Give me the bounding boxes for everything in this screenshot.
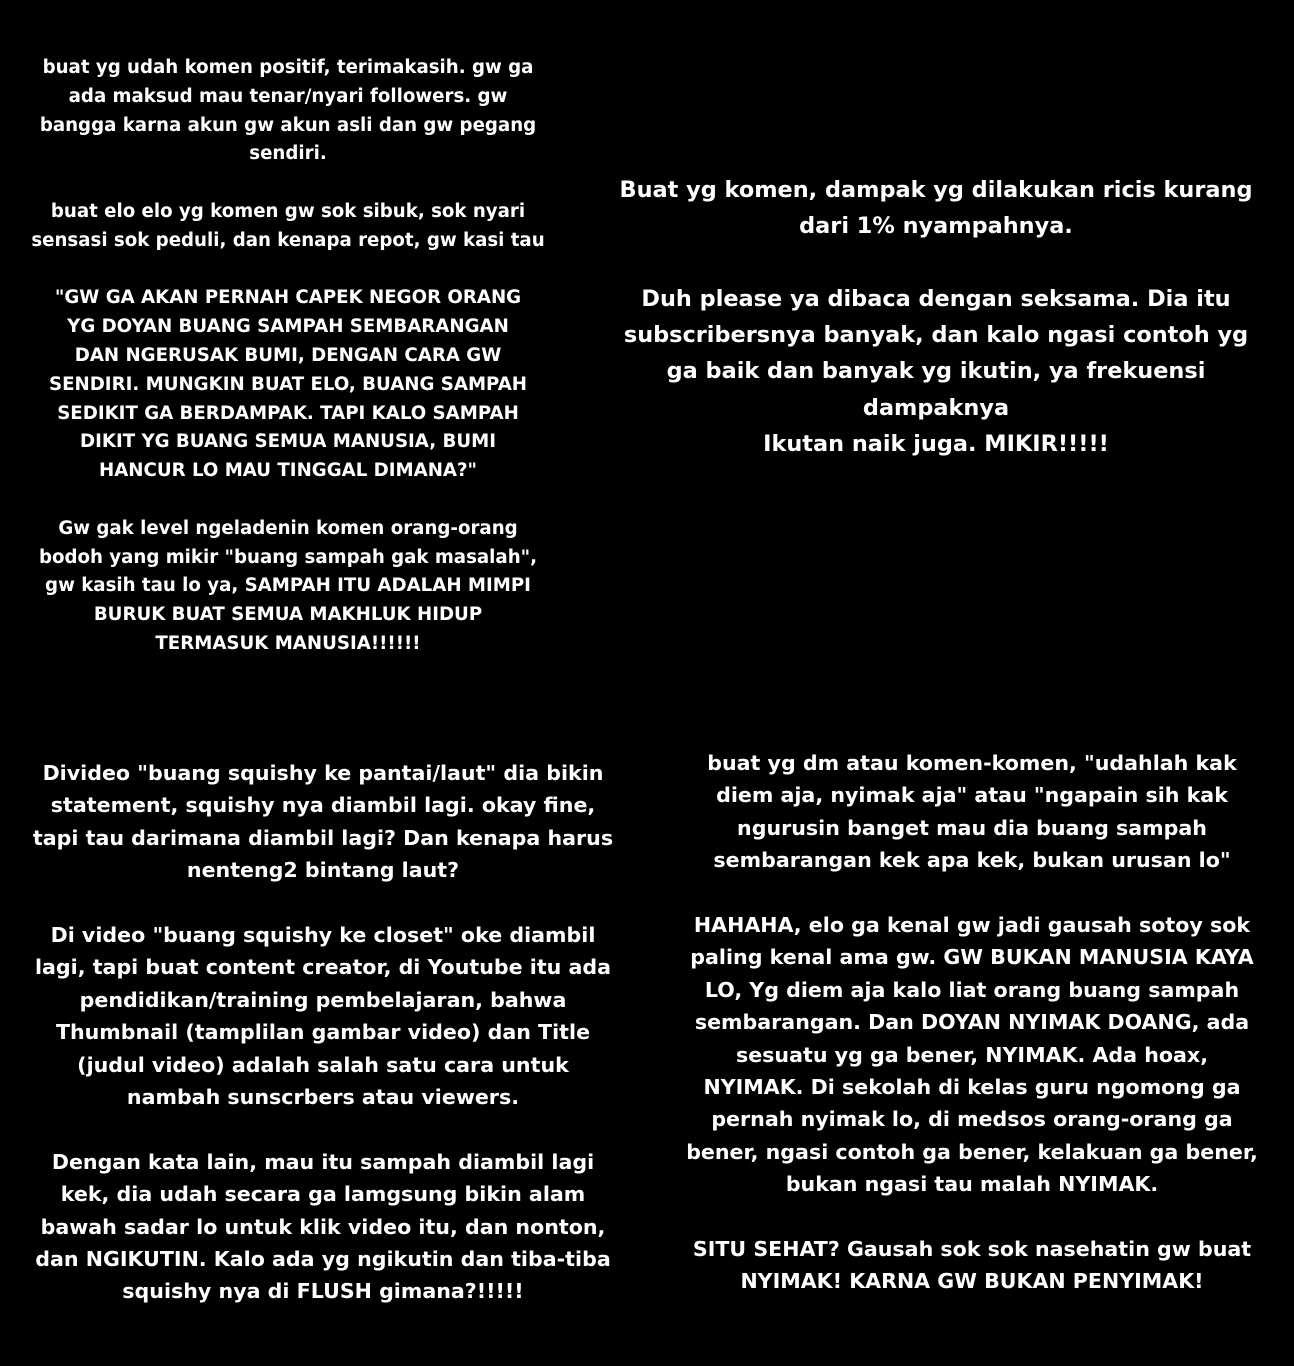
paragraph: buat yg udah komen positif, terimakasih. gw ga ada maksud mau tenar/nyari followers. gw bangga karna akun gw akun asli dan gw pegang sendiri. bbox=[39, 57, 537, 165]
paragraph: SITU SEHAT? Gausah sok sok nasehatin gw buat NYIMAK! KARNA GW BUKAN PENYIMAK! bbox=[692, 1237, 1252, 1294]
story-text-panel-top-left bbox=[20, 54, 556, 659]
paragraph: Duh please ya dibaca dengan seksama. Dia itu subscribersnya banyak, dan kalo ngasi contoh yg ga baik dan banyak yg ikutin, ya frekuensi dampaknya Ikutan naik juga. MIKIR!!!!! bbox=[623, 285, 1249, 458]
paragraph: buat yg dm atau komen-komen, "udahlah kak diem aja, nyimak aja" atau "ngapain sih kak ngurusin banget mau dia buang sampah sembarangan kek apa kek, bukan urusan lo" bbox=[707, 751, 1237, 873]
paragraph: buat elo elo yg komen gw sok sibuk, sok nyari sensasi sok peduli, dan kenapa repot, gw kasi tau bbox=[31, 200, 545, 251]
paragraph: Divideo "buang squishy ke pantai/laut" dia bikin statement, squishy nya diambil lagi. okay fine, tapi tau darimana diambil lagi? Dan kenapa harus nenteng2 bintang laut? bbox=[32, 761, 614, 883]
paragraph: Dengan kata lain, mau itu sampah diambil lagi kek, dia udah secara ga lamgsung bikin alam bawah sadar lo untuk klik video itu, dan nonton, dan NGIKUTIN. Kalo ada yg ngikutin dan tiba-tiba squishy nya di FLUSH gimana?!!!!! bbox=[35, 1149, 611, 1304]
paragraph: Gw gak level ngeladenin komen orang-orang bodoh yang mikir "buang sampah gak masalah", gw kasih tau lo ya, SAMPAH ITU ADALAH MIMPI BURUK BUAT SEMUA MAKHLUK HIDUP TERMASUK MANUSIA!!!!!! bbox=[38, 517, 538, 654]
story-text-panel-bottom-right bbox=[662, 747, 1282, 1298]
story-text-panel-top-right bbox=[610, 172, 1262, 462]
paragraph: Di video "buang squishy ke closet" oke diambil lagi, tapi buat content creator, di Youtube itu ada pendidikan/training pembelajaran, bahwa Thumbnail (tamplilan gambar video) dan Title (judul video) adalah salah satu cara untuk nambah sunscrbers atau viewers. bbox=[34, 923, 612, 1110]
paragraph: "GW GA AKAN PERNAH CAPEK NEGOR ORANG YG DOYAN BUANG SAMPAH SEMBARANGAN DAN NGERUSAK BUMI, DENGAN CARA GW SENDIRI. MUNGKIN BUAT ELO, BUANG SAMPAH SEDIKIT GA BERDAMPAK. TAPI KALO SAMPAH DIKIT YG BUANG SEMUA MANUSIA, BUMI HANCUR LO MAU TINGGAL DIMANA?" bbox=[48, 287, 528, 482]
paragraph: HAHAHA, elo ga kenal gw jadi gausah sotoy sok paling kenal ama gw. GW BUKAN MANUSIA KAYA LO, Yg diem aja kalo liat orang buang sampah sembarangan. Dan DOYAN NYIMAK DOANG, ada sesuatu yg ga bener, NYIMAK. Ada hoax, NYIMAK. Di sekolah di kelas guru ngomong ga pernah nyimak lo, di medsos orang-orang ga bener, ngasi contoh ga bener, kelakuan ga bener, bukan ngasi tau malah NYIMAK. bbox=[686, 913, 1258, 1197]
paragraph: Buat yg komen, dampak yg dilakukan ricis kurang dari 1% nyampahnya. bbox=[619, 177, 1253, 240]
story-text-panel-bottom-left bbox=[20, 757, 626, 1308]
